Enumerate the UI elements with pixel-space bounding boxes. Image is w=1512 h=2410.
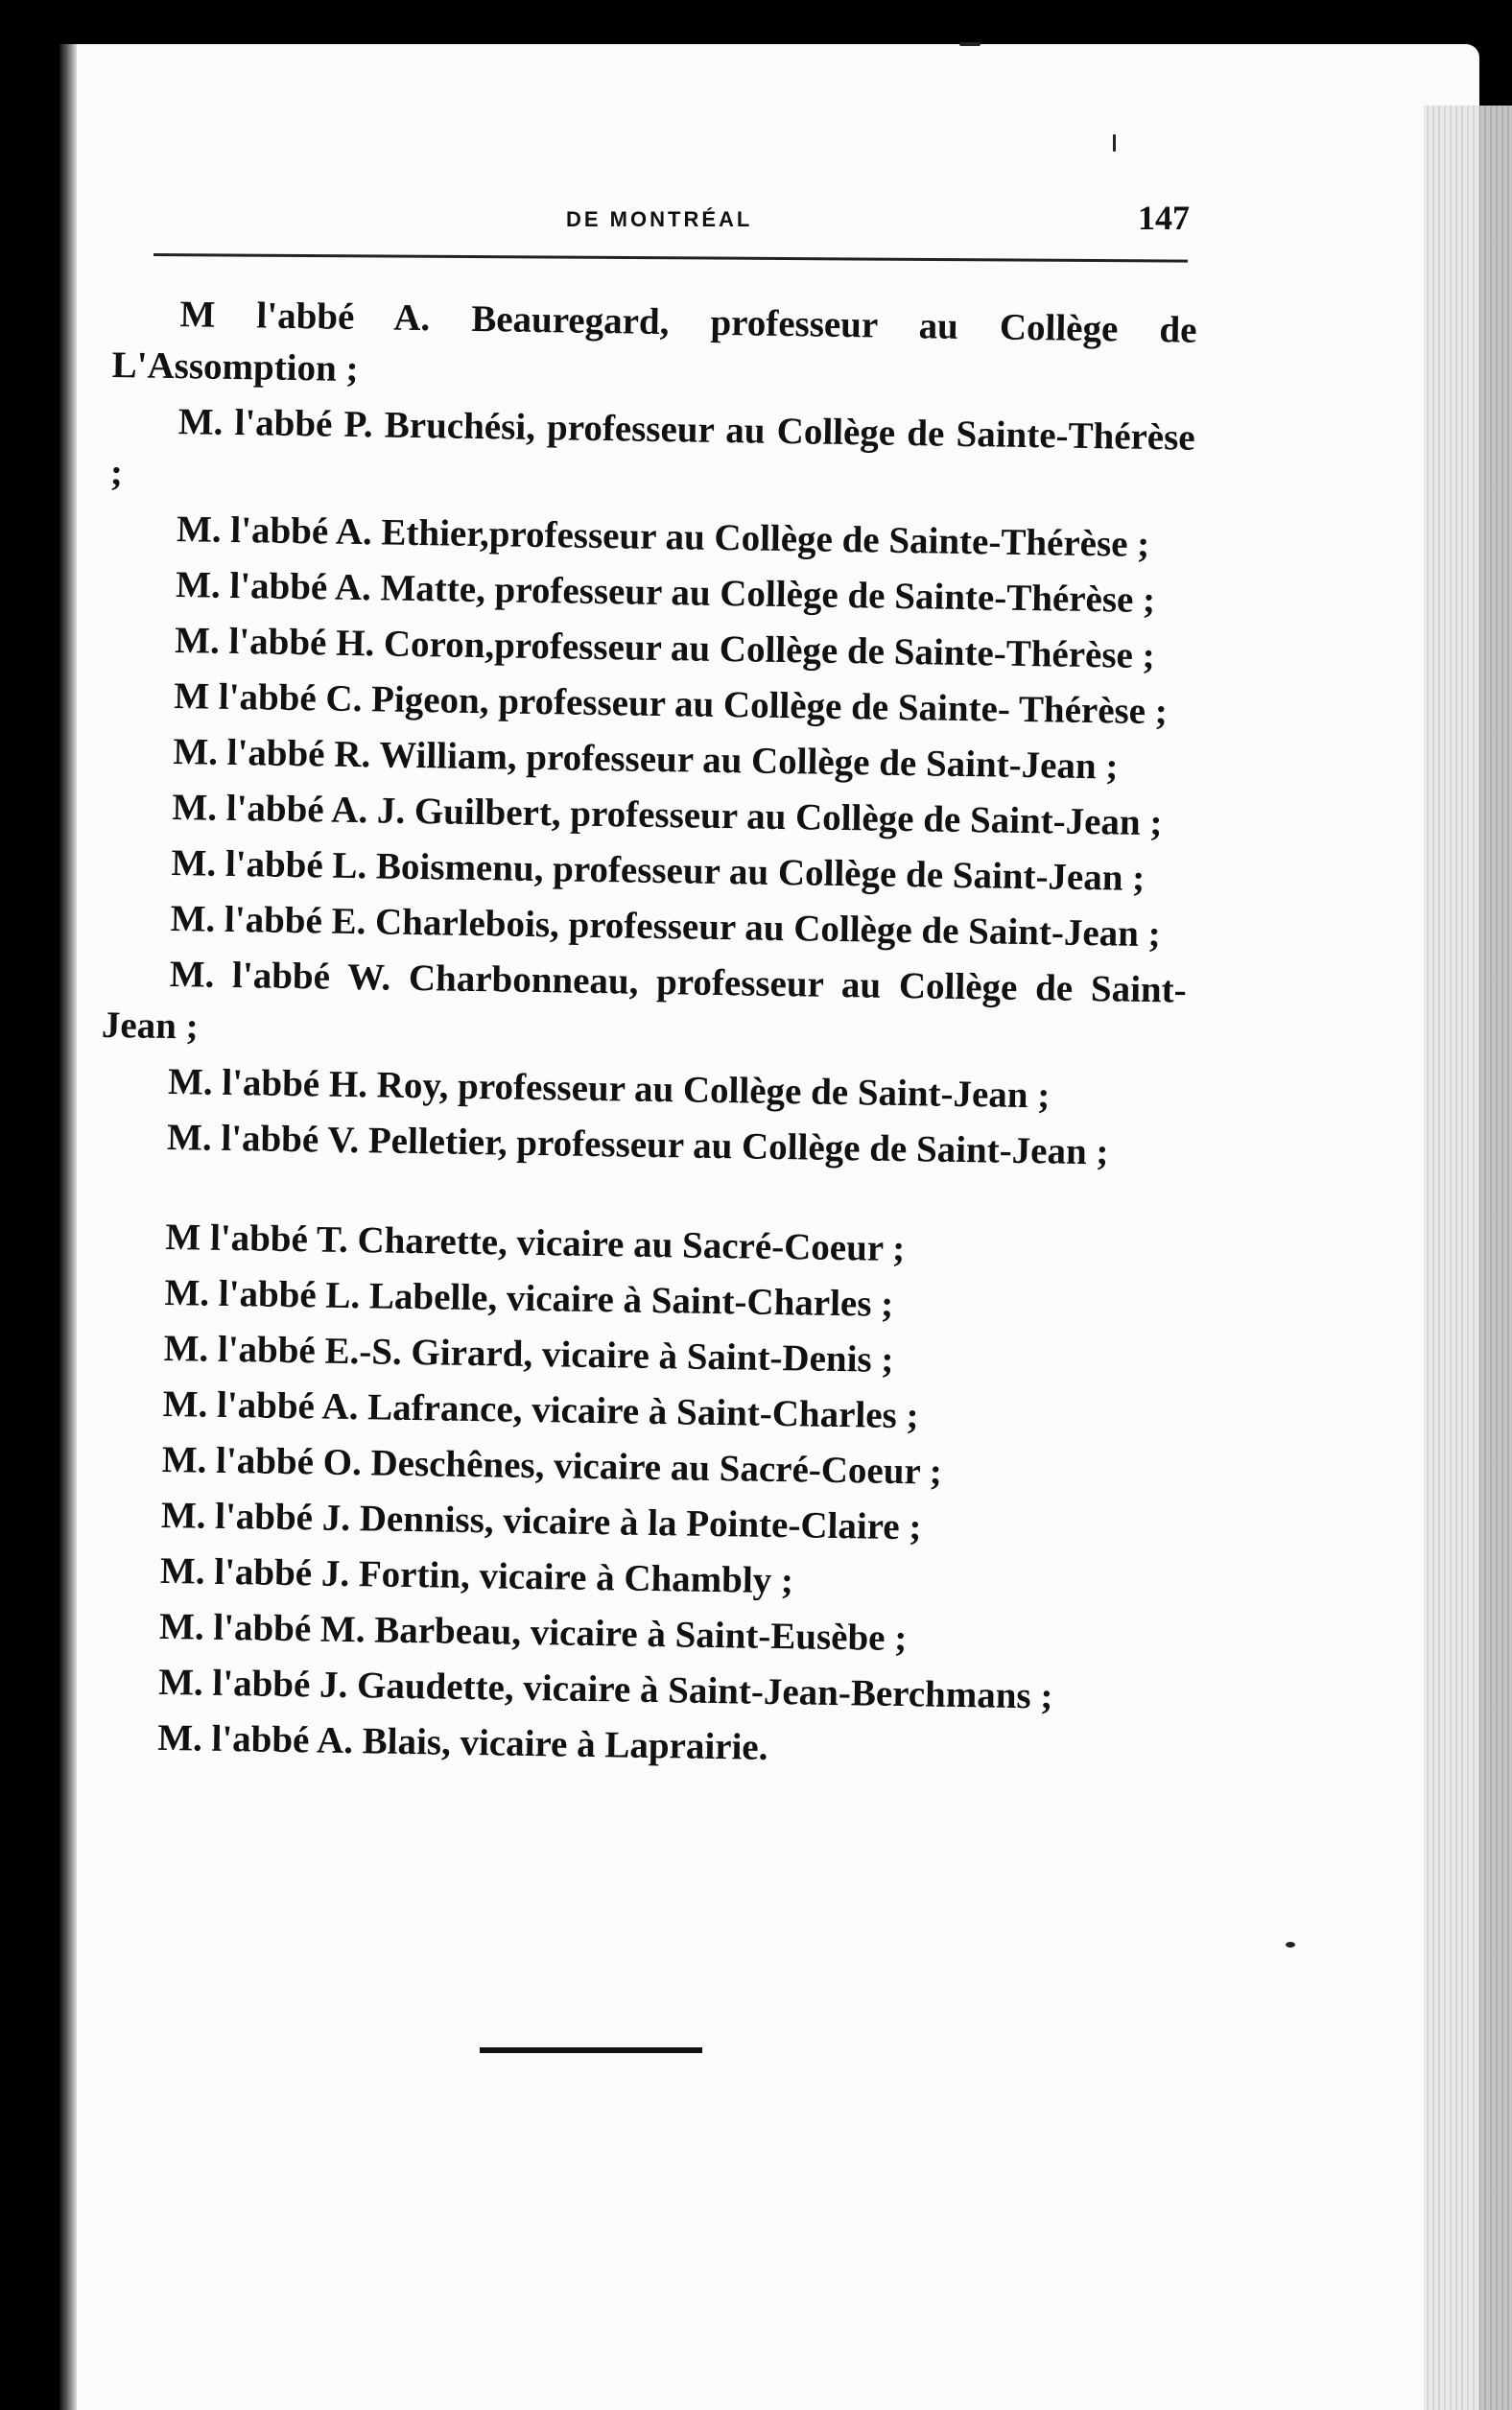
list-item: M. l'abbé A. Lafrance, vicaire à Saint-Charles ; xyxy=(162,1382,919,1437)
list-item: M. l'abbé O. Deschênes, vicaire au Sacré-Coeur ; xyxy=(161,1438,943,1493)
list-item: M. l'abbé J. Gaudette, vicaire à Saint-Jean-Berchmans ; xyxy=(157,1661,1053,1717)
list-item: M. l'abbé E. Charlebois, professeur au Collège de Saint-Jean ; xyxy=(170,898,1161,956)
list-item: M. l'abbé J. Fortin, vicaire à Chambly ; xyxy=(159,1549,794,1602)
running-title: DE MONTRÉAL xyxy=(566,207,753,231)
list-item: M l'abbé A. Beauregard, professeur au Collège de L'Assomption ; xyxy=(111,294,1197,390)
scan-speck xyxy=(1113,134,1116,152)
page-body xyxy=(90,288,1197,1784)
list-item: M. l'abbé M. Barbeau, vicaire à Saint-Eusèbe ; xyxy=(158,1605,908,1660)
list-item: M. l'abbé A. Ethier,professeur au Collège de Sainte-Thérèse ; xyxy=(176,508,1150,565)
page-number: 147 xyxy=(1138,199,1190,237)
list-item: M. l'abbé A. Matte, professeur au Collège de Sainte-Thérèse ; xyxy=(175,564,1156,622)
list-item: M. l'abbé L. Labelle, vicaire à Saint-Charles ; xyxy=(164,1271,894,1325)
list-item: M l'abbé T. Charette, vicaire au Sacré-Coeur ; xyxy=(165,1216,906,1270)
list-item: M. l'abbé V. Pelletier, professeur au Collège de Saint-Jean ; xyxy=(166,1116,1109,1173)
end-rule xyxy=(480,2047,702,2053)
list-item: M. l'abbé W. Charbonneau, professeur au Collège de Saint-Jean ; xyxy=(101,954,1187,1048)
list-item: M. l'abbé E.-S. Girard, vicaire à Saint-Denis ; xyxy=(163,1327,894,1381)
list-item: M. l'abbé H. Roy, professeur au Collège de Saint-Jean ; xyxy=(167,1061,1051,1117)
binding-gutter xyxy=(59,44,77,2410)
page-stack-edge xyxy=(1424,106,1512,2410)
list-item: M. l'abbé H. Coron,professeur au Collège de Sainte-Thérèse ; xyxy=(174,620,1155,677)
list-item: M. l'abbé R. William, professeur au Collège de Saint-Jean ; xyxy=(173,731,1119,788)
list-item: M l'abbé C. Pigeon, professeur au Collège de Sainte- Thérèse ; xyxy=(173,675,1169,733)
page-header xyxy=(154,198,1190,255)
list-item: M. l'abbé P. Bruchési, professeur au Collège de Sainte-Thérèse ; xyxy=(109,401,1196,494)
scan-speck xyxy=(1286,1942,1295,1948)
list-item: M. l'abbé L. Boismenu, professeur au Collège de Saint-Jean ; xyxy=(171,842,1146,899)
list-item: M. l'abbé A. J. Guilbert, professeur au Collège de Saint-Jean ; xyxy=(172,787,1163,844)
scan-speck xyxy=(959,42,980,46)
list-item: M. l'abbé J. Denniss, vicaire à la Pointe-Claire ; xyxy=(160,1494,922,1548)
list-item: M. l'abbé A. Blais, vicaire à Laprairie. xyxy=(156,1716,768,1768)
